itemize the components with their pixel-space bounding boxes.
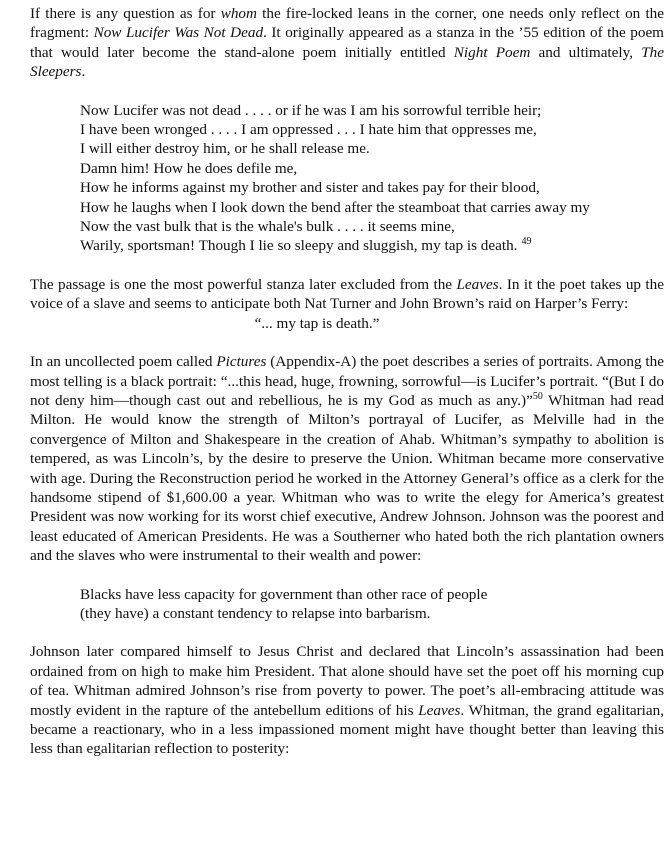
intro-title-night-poem: Night Poem (453, 43, 531, 61)
poem-line: How he informs against my brother and sister and takes pay for their blood, (80, 179, 540, 197)
poem-line: Damn him! How he does defile me, (80, 159, 298, 177)
intro-text-1: If there is any question as for (30, 5, 221, 22)
footnote-marker-50: 50 (532, 390, 543, 402)
pictures-text-3: Whitman had read Milton. He would know the strength of Milton’s portrayal of Lucifer, as Melville had in the convergence of Milton and Shakespeare in the creation of Ahab. Whitman’s sympathy to abolition is tempered, as was Lincoln’s, by the desire to preserve the Union. Whitman became more conservative with age. During the Reconstruction period he worked in the Attorney General’s office as a clerk for the handsome stipend of $1,600.00 a year. Whitman who was to write the elegy for America’s greatest President was now working for its worst chief executive, Andrew Johnson. Johnson was the poorest and least educated of American Presidents. He was a Southerner who hated both the rich plantation owners and the slaves who were instrumental to their wealth and power: (30, 391, 664, 565)
intro-emphasis-whom: whom (220, 5, 257, 22)
pictures-text-1: In an uncollected poem called (30, 353, 217, 371)
passage-title-leaves: Leaves (456, 275, 499, 293)
passage-paragraph (30, 275, 664, 314)
poem-stanza (80, 101, 664, 256)
intro-paragraph (30, 4, 664, 82)
poem-line-text: Warily, sportsman! Though I lie so sleepy and sluggish, my tap is death. (80, 237, 518, 255)
johnson-text-2: . Whitman, the grand egalitarian, became a reactionary, who in a less impassioned moment might have thought better than leaving this less than egalitarian reflection to posterity: (30, 701, 664, 758)
poem-line: Now Lucifer was not dead . . . . or if he was I am his sorrowful terrible heir; (80, 101, 542, 119)
intro-title-the-sleepers: The Sleepers (30, 43, 664, 81)
pictures-title: Pictures (216, 353, 267, 371)
intro-text-3: . It originally appeared as a stanza in the ’55 edition of the poem that would later become the stand-alone poem initially entitled (30, 24, 664, 61)
johnson-paragraph (30, 642, 664, 758)
passage-text-2: . In it the poet takes up the voice of a slave and seems to anticipate both Nat Turner and John Brown’s raid on Harper’s Ferry: (30, 275, 664, 313)
poem-line: How he laughs when I look down the bend after the steamboat that carries away my (80, 198, 590, 216)
poem-line: I have been wronged . . . . I am oppressed . . . I hate him that oppresses me, (80, 121, 537, 139)
document-page (30, 4, 664, 759)
intro-text-2: the fire-locked leans in the corner, one needs only reflect on the fragment: (30, 5, 664, 42)
johnson-title-leaves: Leaves (418, 701, 461, 719)
johnson-text-1: Johnson later compared himself to Jesus Christ and declared that Lincoln’s assassination had been ordained from on high to make him President. That alone should have set the poet off his morning cup of tea. Whitman admired Johnson’s rise from poverty to power. The poet’s all-embracing attitude was mostly evident in the rapture of the antebellum editions of his (30, 643, 664, 719)
poem-line-last (80, 236, 664, 255)
intro-text-4: and ultimately, (530, 43, 642, 61)
block-quote-line-1: Blacks have less capacity for government than other race of people (80, 585, 488, 603)
poem-line: Now the vast bulk that is the whale's bulk . . . . it seems mine, (80, 218, 455, 236)
johnson-block-quote (80, 585, 620, 624)
intro-text-5: . (81, 63, 86, 81)
footnote-marker-49: 49 (521, 236, 532, 248)
centered-quote: “... my tap is death.” (254, 314, 380, 332)
block-quote-line-2: (they have) a constant tendency to relapse into barbarism. (80, 604, 431, 622)
poem-line: I will either destroy him, or he shall release me. (80, 140, 370, 158)
pictures-paragraph (30, 352, 664, 565)
pictures-text-2: (Appendix-A) the poet describes a series of portraits. Among the most telling is a black portrait: “...this head, huge, frowning, sorrowful—is Lucifer’s portrait. “(But I do not deny him—though cast out and rebellious, he is my God as much as any.)” (30, 353, 664, 409)
intro-title-now-lucifer: Now Lucifer Was Not Dead (93, 24, 264, 42)
passage-text-1: The passage is one the most powerful stanza later excluded from the (30, 275, 457, 293)
